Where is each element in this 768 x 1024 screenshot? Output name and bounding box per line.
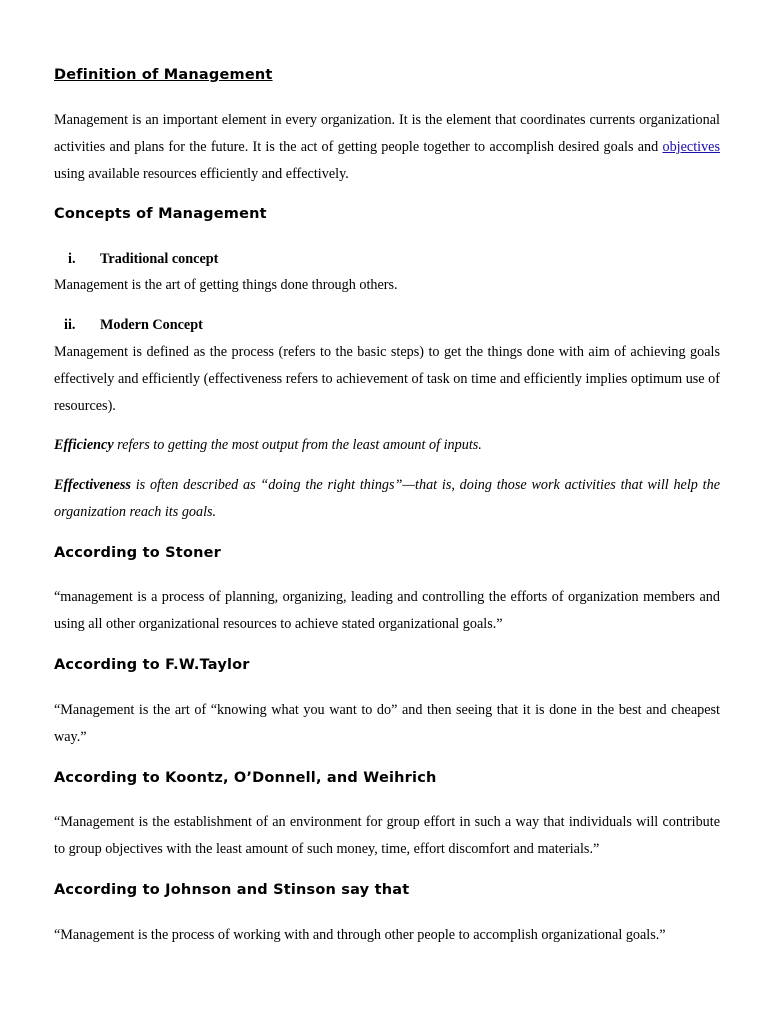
efficiency-text: refers to getting the most output from the least amount of inputs. <box>113 437 482 453</box>
definition-paragraph <box>54 107 720 188</box>
concept-2-text: Management is defined as the process (refers to the basic steps) to get the things done with aim of achieving goals effectively and efficiently (effectiveness refers to achievement of task on time and efficiently implies optimum use of resources). <box>54 344 720 414</box>
heading-stoner: According to Stoner <box>54 545 222 561</box>
heading-koontz: According to Koontz, O’Donnell, and Weihrich <box>54 770 437 786</box>
stoner-quote: “management is a process of planning, organizing, leading and controlling the efforts of organization members and using all other organizational resources to achieve stated organizational goals.” <box>54 589 720 632</box>
concept-2-numeral: ii. <box>64 317 76 333</box>
johnson-stinson-quote: “Management is the process of working with and through other people to accomplish organizational goals.” <box>54 927 666 943</box>
heading-taylor: According to F.W.Taylor <box>54 657 250 673</box>
heading-johnson-stinson: According to Johnson and Stinson say that <box>54 882 410 898</box>
koontz-quote: “Management is the establishment of an environment for group effort in such a way that individuals will contribute to group objectives with the least amount of such money, time, effort discomfort and materials.” <box>54 814 720 857</box>
effectiveness-term: Effectiveness <box>54 477 131 493</box>
effectiveness-definition <box>54 472 720 526</box>
definition-text-start: Management is an important element in every organization. It is the element that coordinates currents organizational activities and plans for the future. It is the act of getting people together to accomplish desired goals and <box>54 112 720 155</box>
objectives-link[interactable]: objectives <box>662 139 720 155</box>
definition-text-end: using available resources efficiently and effectively. <box>54 166 349 182</box>
heading-definition-of-management: Definition of Management <box>54 67 273 83</box>
concept-1-text: Management is the art of getting things done through others. <box>54 277 398 293</box>
taylor-quote: “Management is the art of “knowing what you want to do” and then seeing that it is done in the best and cheapest way.” <box>54 702 720 745</box>
concept-1-numeral: i. <box>68 251 76 267</box>
concept-2-title: Modern Concept <box>100 317 203 333</box>
concept-1-title: Traditional concept <box>100 251 219 267</box>
efficiency-term: Efficiency <box>54 437 114 453</box>
efficiency-definition <box>54 437 720 454</box>
effectiveness-text: is often described as “doing the right things”—that is, doing those work activities that will help the organization reach its goals. <box>54 477 720 520</box>
heading-concepts-of-management: Concepts of Management <box>54 206 267 222</box>
